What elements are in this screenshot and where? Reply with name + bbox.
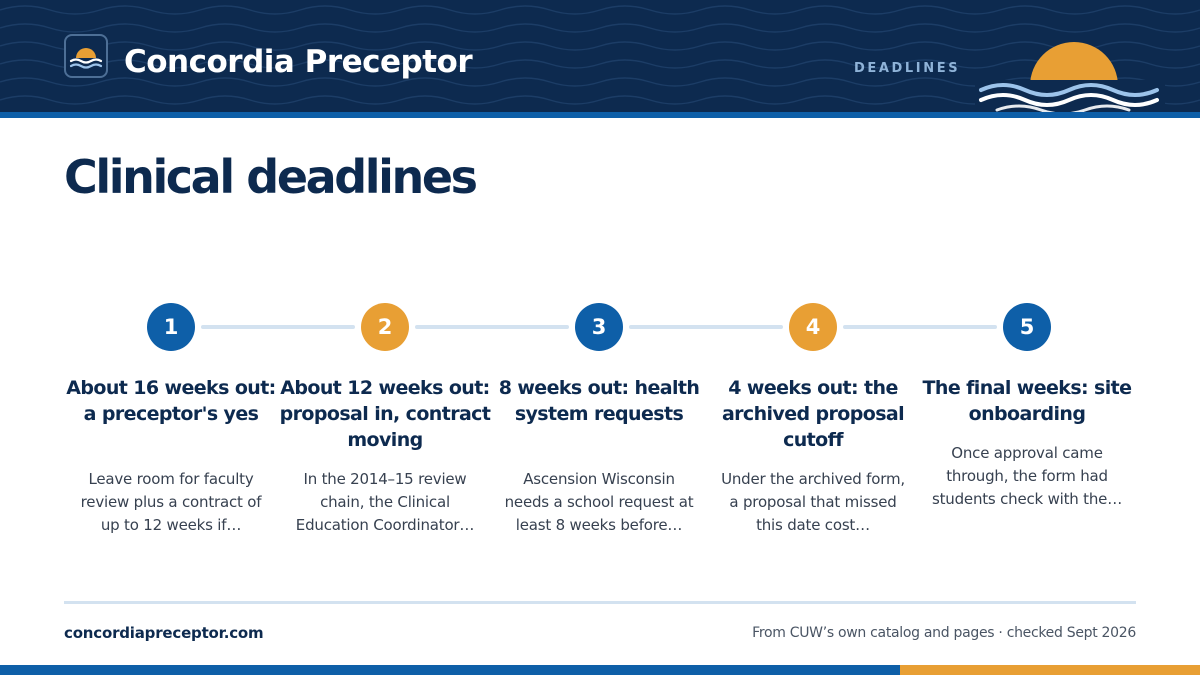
bottom-accent-bar-blue bbox=[0, 665, 900, 675]
brand-logo[interactable] bbox=[64, 34, 108, 78]
timeline-connector bbox=[201, 325, 355, 329]
timeline-connector bbox=[843, 325, 997, 329]
deadline-timeline bbox=[64, 300, 1136, 550]
page-title: Clinical deadlines bbox=[64, 150, 476, 204]
footer-divider bbox=[64, 601, 1136, 604]
bottom-accent-bar-orange bbox=[900, 665, 1200, 675]
step-description: Ascension Wisconsin needs a school request at least 8 weeks before… bbox=[504, 470, 694, 534]
step-title: 4 weeks out: the archived proposal cutoff bbox=[721, 377, 905, 451]
header-bar bbox=[0, 0, 1200, 112]
step-title: 8 weeks out: health system requests bbox=[498, 377, 700, 425]
header-accent-stripe bbox=[0, 112, 1200, 118]
step-number-badge: 1 bbox=[147, 303, 195, 351]
step-number-badge: 5 bbox=[1003, 303, 1051, 351]
step-number-badge: 2 bbox=[361, 303, 409, 351]
step-description: Leave room for faculty review plus a contract of up to 12 weeks if… bbox=[80, 470, 262, 534]
step-title: About 16 weeks out: a preceptor's yes bbox=[66, 377, 276, 425]
step-title: The final weeks: site onboarding bbox=[922, 377, 1132, 425]
brand-name[interactable]: Concordia Preceptor bbox=[124, 44, 473, 80]
step-description: In the 2014–15 review chain, the Clinical Education Coordinator… bbox=[295, 470, 475, 534]
step-description: Under the archived form, a proposal that missed this date cost… bbox=[721, 470, 905, 534]
footer-site-link[interactable]: concordiapreceptor.com bbox=[64, 624, 264, 642]
step-description: Once approval came through, the form had students check with the… bbox=[931, 444, 1123, 508]
sun-over-waves-illustration bbox=[975, 36, 1165, 112]
step-title: About 12 weeks out: proposal in, contract moving bbox=[279, 377, 491, 451]
section-label: DEADLINES bbox=[854, 61, 961, 76]
step-number-badge: 3 bbox=[575, 303, 623, 351]
timeline-connector bbox=[629, 325, 783, 329]
step-number-badge: 4 bbox=[789, 303, 837, 351]
timeline-connector bbox=[415, 325, 569, 329]
sunset-waves-icon bbox=[66, 36, 106, 76]
footer-source-note: From CUW’s own catalog and pages · checked Sept 2026 bbox=[752, 625, 1136, 641]
